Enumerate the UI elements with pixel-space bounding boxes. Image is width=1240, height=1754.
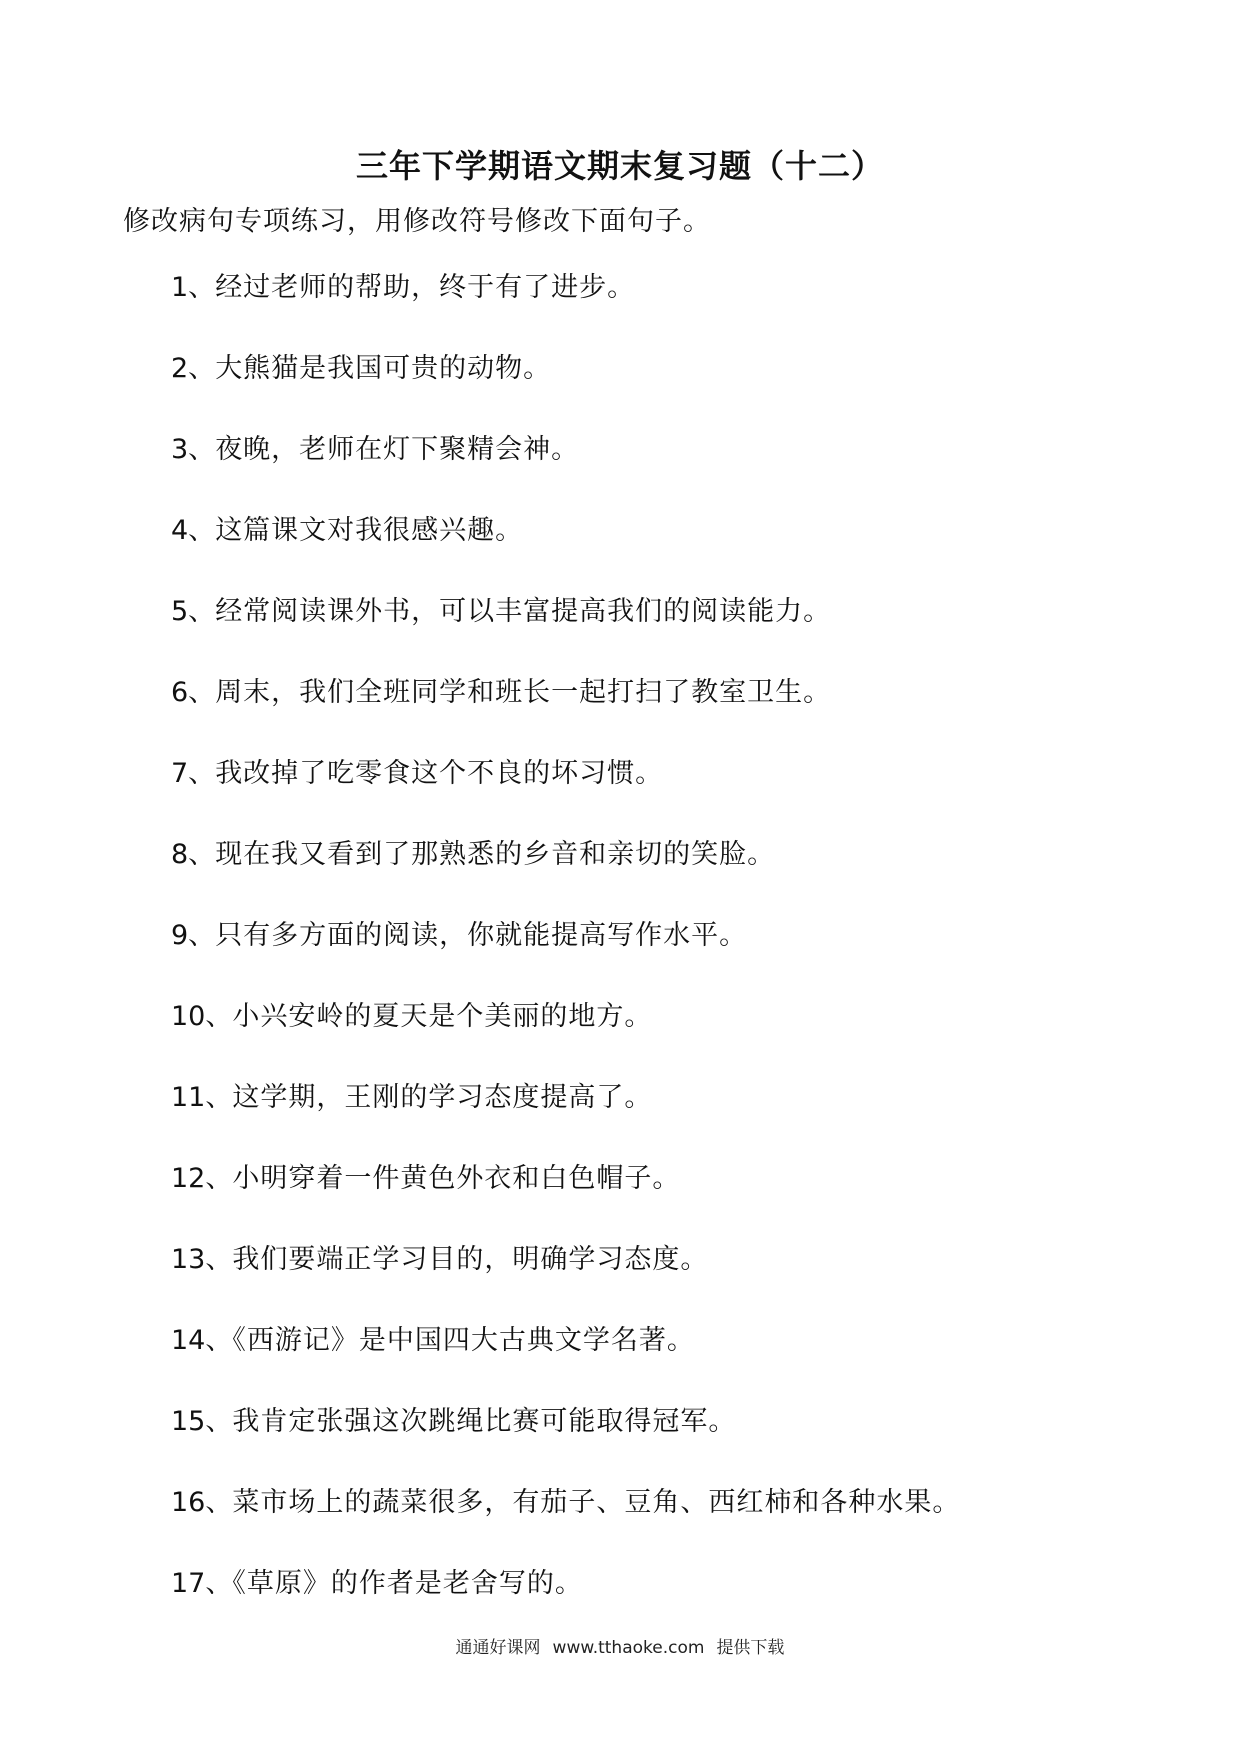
item-text: 经过老师的帮助，终于有了进步。 <box>215 272 636 303</box>
item-text: 小兴安岭的夏天是个美丽的地方。 <box>232 1001 653 1032</box>
item-number: 6、 <box>171 677 216 708</box>
item-text: 这篇课文对我很感兴趣。 <box>215 515 524 546</box>
exercise-item <box>171 1161 960 1242</box>
exercise-item <box>171 1323 960 1404</box>
item-text: 我们要端正学习目的，明确学习态度。 <box>232 1244 709 1275</box>
item-number: 14、 <box>171 1325 233 1356</box>
item-number: 9、 <box>171 920 216 951</box>
instruction-text: 修改病句专项练习，用修改符号修改下面句子。 <box>123 206 711 237</box>
item-number: 2、 <box>171 353 216 384</box>
exercise-item <box>171 1080 960 1161</box>
item-text: 夜晚，老师在灯下聚精会神。 <box>215 434 580 465</box>
item-number: 1、 <box>171 272 216 303</box>
item-number: 15、 <box>171 1406 233 1437</box>
page-title: 三年下学期语文期末复习题（十二） <box>355 147 884 185</box>
item-text: 周末，我们全班同学和班长一起打扫了教室卫生。 <box>215 677 832 708</box>
item-number: 16、 <box>171 1487 233 1518</box>
item-text: 经常阅读课外书，可以丰富提高我们的阅读能力。 <box>215 596 832 627</box>
item-number: 3、 <box>171 434 216 465</box>
item-number: 7、 <box>171 758 216 789</box>
exercise-item <box>171 999 960 1080</box>
item-number: 10、 <box>171 1001 233 1032</box>
item-text: 这学期，王刚的学习态度提高了。 <box>232 1082 653 1113</box>
exercise-item <box>171 918 960 999</box>
item-text: 我改掉了吃零食这个不良的坏习惯。 <box>215 758 664 789</box>
item-number: 13、 <box>171 1244 233 1275</box>
item-number: 4、 <box>171 515 216 546</box>
item-number: 12、 <box>171 1163 233 1194</box>
exercise-item <box>171 756 960 837</box>
footer-note: 提供下载 <box>716 1638 785 1658</box>
exercise-item <box>171 675 960 756</box>
footer-url: www.tthaoke.com <box>552 1638 705 1658</box>
item-text: 我肯定张强这次跳绳比赛可能取得冠军。 <box>232 1406 737 1437</box>
exercise-item <box>171 351 960 432</box>
exercise-item <box>171 513 960 594</box>
exercise-item <box>171 1566 960 1647</box>
item-number: 17、 <box>171 1568 233 1599</box>
item-text: 《草原》的作者是老舍写的。 <box>232 1568 583 1599</box>
item-text: 大熊猫是我国可贵的动物。 <box>215 353 552 384</box>
exercise-item <box>171 270 960 351</box>
exercise-list <box>171 270 960 1647</box>
exercise-item <box>171 432 960 513</box>
item-text: 现在我又看到了那熟悉的乡音和亲切的笑脸。 <box>215 839 776 870</box>
item-text: 菜市场上的蔬菜很多，有茄子、豆角、西红柿和各种水果。 <box>232 1487 961 1518</box>
exercise-item <box>171 594 960 675</box>
item-number: 8、 <box>171 839 216 870</box>
page-footer <box>0 1637 1240 1659</box>
item-number: 5、 <box>171 596 216 627</box>
item-text: 小明穿着一件黄色外衣和白色帽子。 <box>232 1163 681 1194</box>
exercise-item <box>171 1242 960 1323</box>
item-text: 《西游记》是中国四大古典文学名著。 <box>232 1325 695 1356</box>
item-number: 11、 <box>171 1082 233 1113</box>
exercise-item <box>171 1485 960 1566</box>
footer-site-name: 通通好课网 <box>455 1638 541 1658</box>
exercise-item <box>171 837 960 918</box>
exercise-item <box>171 1404 960 1485</box>
item-text: 只有多方面的阅读，你就能提高写作水平。 <box>215 920 748 951</box>
